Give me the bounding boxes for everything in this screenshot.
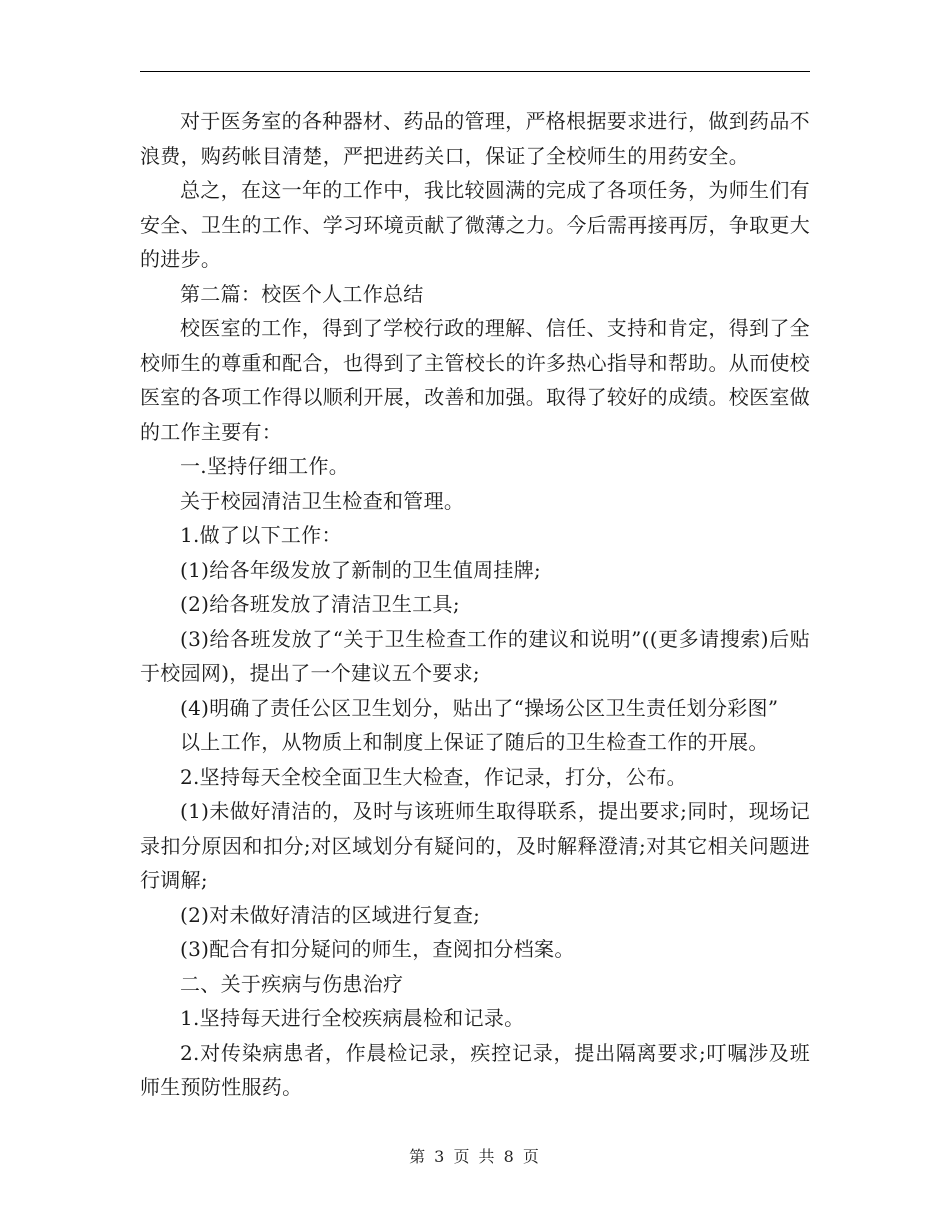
paragraph: 总之，在这一年的工作中，我比较圆满的完成了各项任务，为师生们有安全、卫生的工作、学习环境贡献了微薄之力。今后需再接再厉，争取更大的进步。 [140, 178, 810, 271]
page-number: 第 3 页 共 8 页 [409, 1147, 541, 1166]
list-heading: 2.坚持每天全校全面卫生大检查，作记录，打分，公布。 [180, 764, 687, 789]
paragraph: 以上工作，从物质上和制度上保证了随后的卫生检查工作的开展。 [180, 730, 769, 754]
paragraph: 关于校园清洁卫生检查和管理。 [180, 488, 465, 513]
list-item: (2)给各班发放了清洁卫生工具; [180, 592, 460, 616]
list-item: (3)配合有扣分疑问的师生，查阅扣分档案。 [180, 937, 575, 961]
list-item: (2)对未做好清洁的区域进行复查; [180, 902, 481, 927]
list-item: (3)给各班发放了“关于卫生检查工作的建议和说明”((更多请搜索)后贴于校园网)，提出了一个建议五个要求; [140, 626, 810, 685]
list-item: 1.坚持每天进行全校疾病晨检和记录。 [180, 1006, 525, 1030]
paragraph: 对于医务室的各种器材、药品的管理，严格根据要求进行，做到药品不浪费，购药帐目清楚，严把进药关口，保证了全校师生的用药安全。 [140, 109, 810, 168]
list-item: (1)给各年级发放了新制的卫生值周挂牌; [180, 557, 542, 582]
list-item: (4)明确了责任公区卫生划分，贴出了“操场公区卫生责任划分彩图” [180, 695, 779, 720]
list-heading: 一.坚持仔细工作。 [180, 454, 350, 478]
document-body [140, 104, 810, 1105]
list-heading: 1.做了以下工作： [180, 523, 342, 547]
list-item: (1)未做好清洁的，及时与该班师生取得联系，提出要求;同时，现场记录扣分原因和扣分;对区域划分有疑问的，及时解释澄清;对其它相关问题进行调解; [140, 799, 810, 892]
list-item: 2.对传染病患者，作晨检记录，疾控记录，提出隔离要求;叮嘱涉及班师生预防性服药。 [140, 1040, 810, 1099]
section-heading: 第二篇：校医个人工作总结 [180, 281, 424, 306]
paragraph: 校医室的工作，得到了学校行政的理解、信任、支持和肯定，得到了全校师生的尊重和配合，也得到了主管校长的许多热心指导和帮助。从而使校医室的各项工作得以顺利开展，改善和加强。取得了较好的成绩。校医室做的工作主要有： [140, 316, 810, 444]
section-heading: 二、关于疾病与伤患治疗 [180, 971, 404, 996]
header-rule [140, 71, 810, 72]
